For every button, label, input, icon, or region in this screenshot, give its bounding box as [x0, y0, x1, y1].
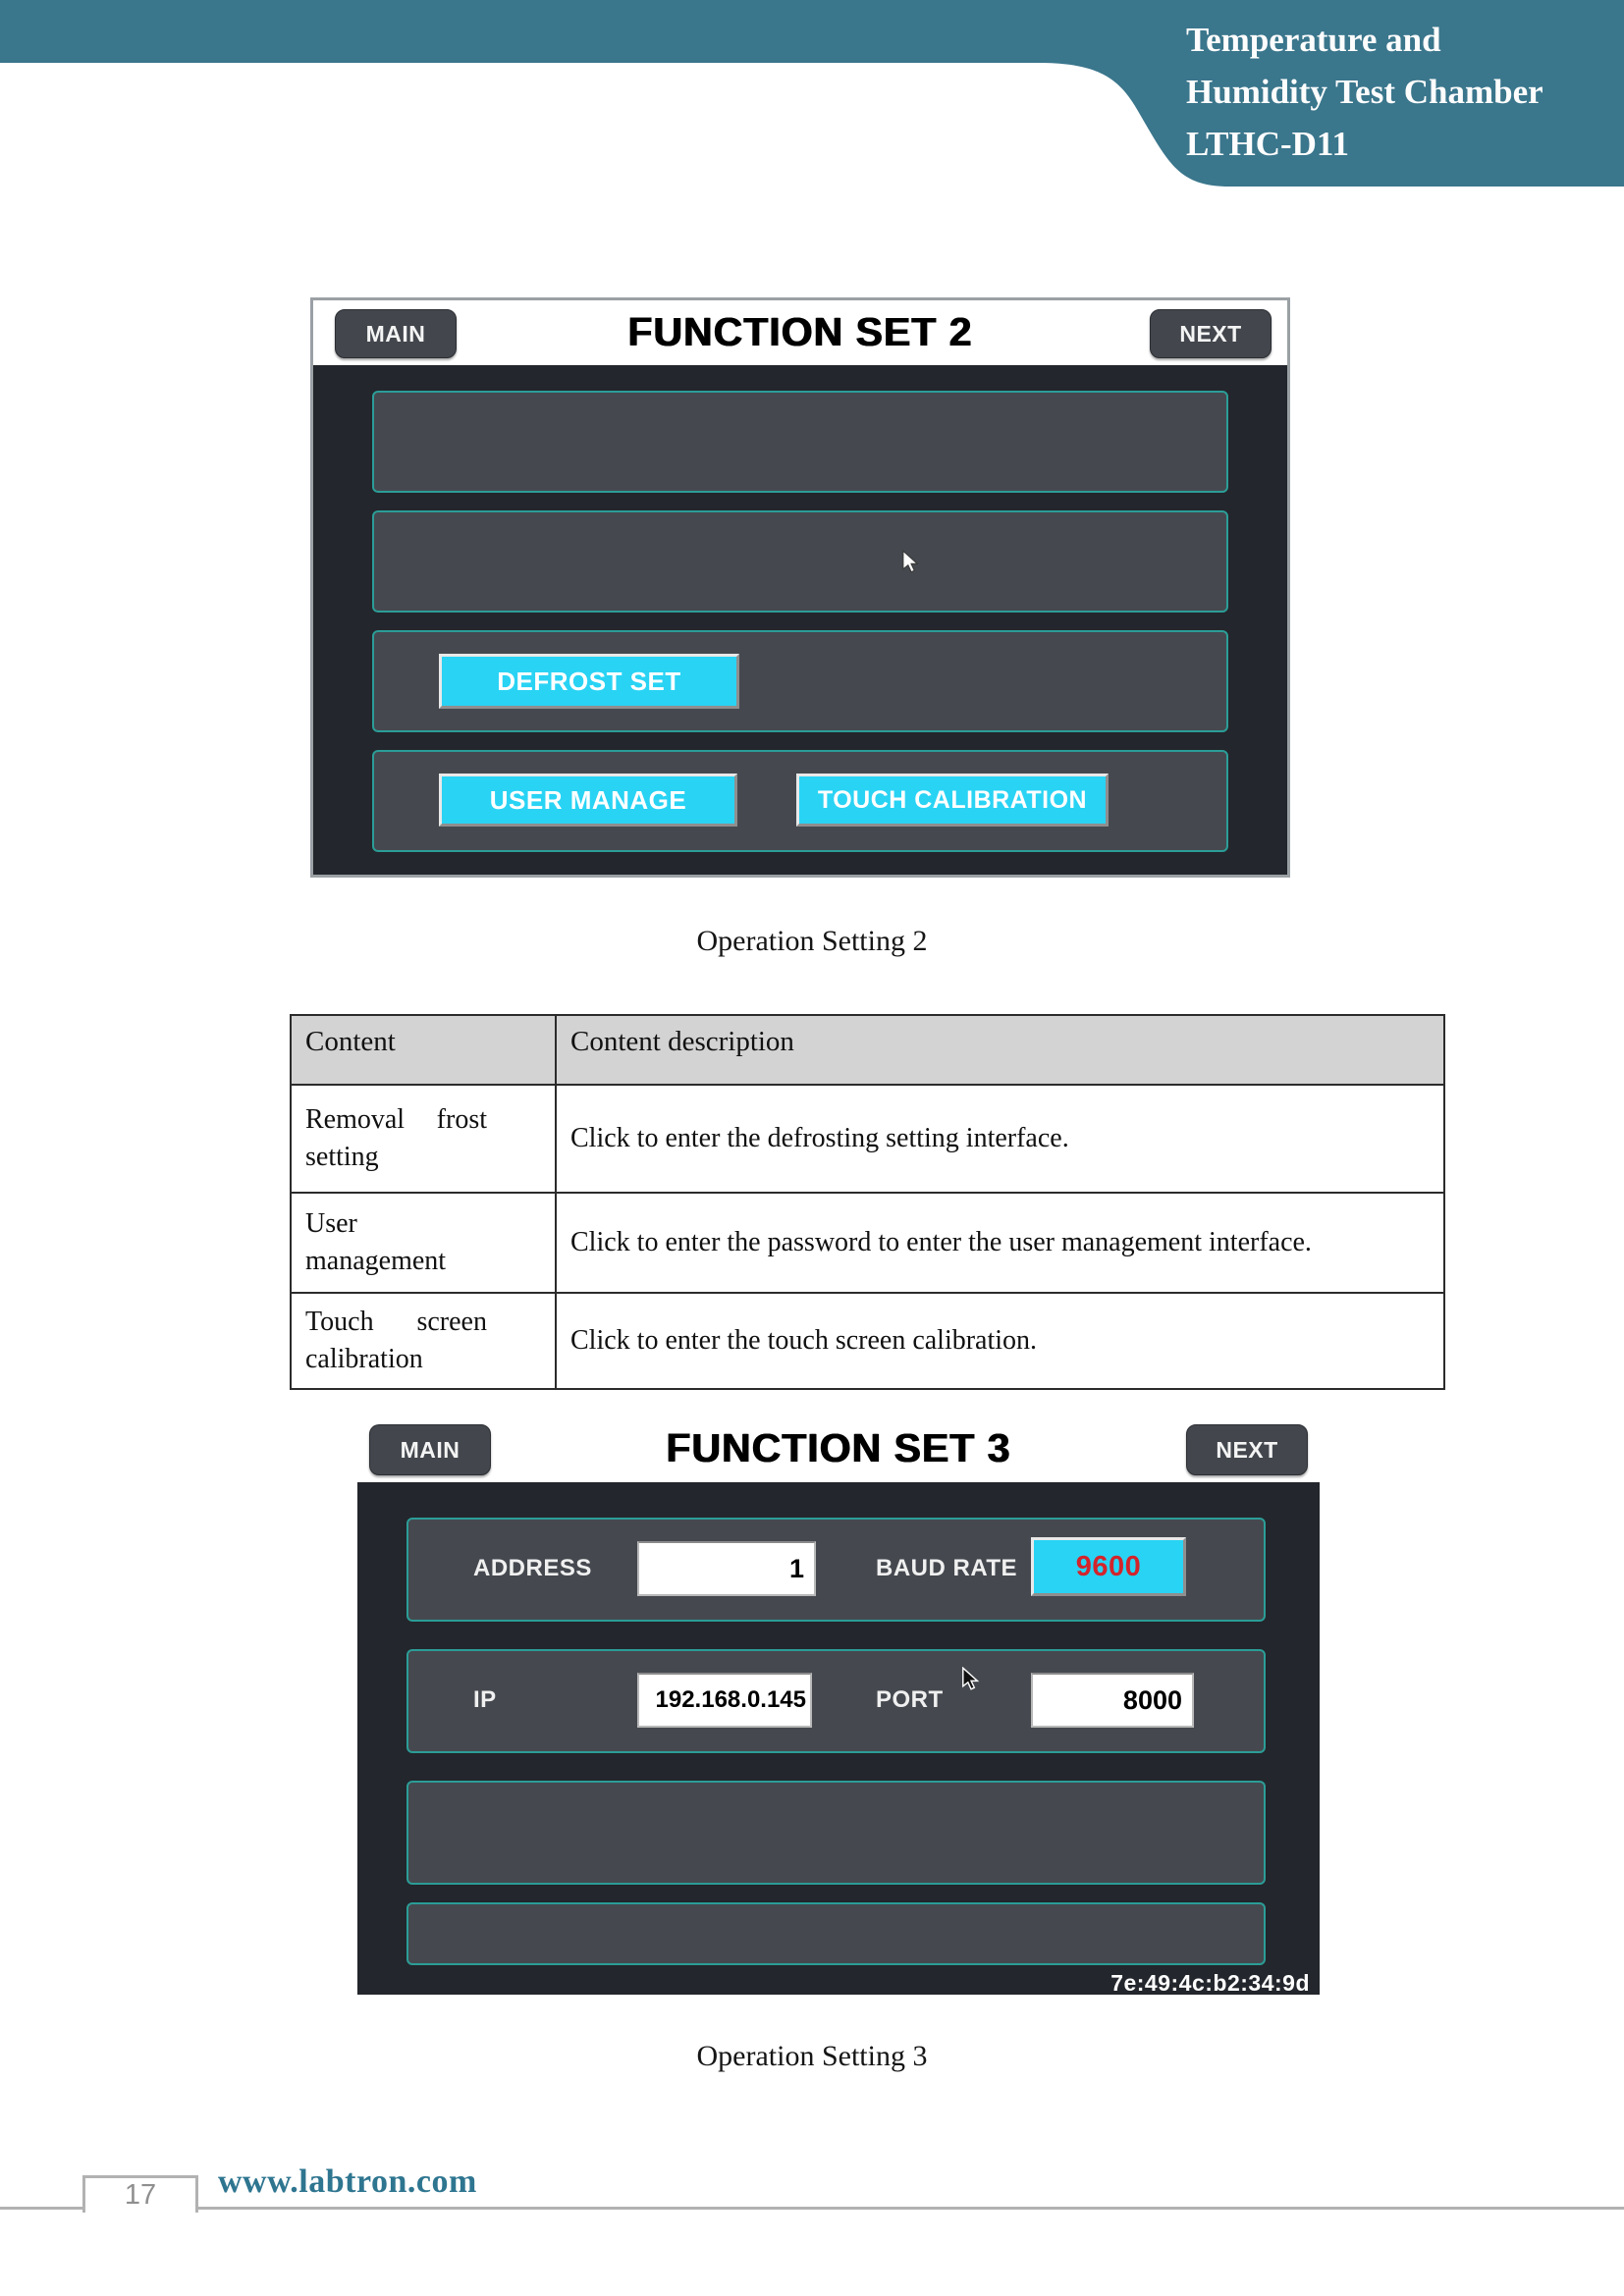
address-input[interactable]: 1 [637, 1541, 816, 1596]
mouse-pointer-icon [960, 1667, 980, 1690]
table-cell-content: User management [305, 1208, 447, 1276]
user-touch-row [372, 750, 1228, 852]
table-row [291, 1193, 1444, 1293]
port-input[interactable]: 8000 [1031, 1673, 1194, 1728]
table-cell-description: Click to enter the touch screen calibration. [570, 1324, 1038, 1356]
ip-port-row [406, 1649, 1266, 1753]
table-row [291, 1085, 1444, 1193]
table-cell-description: Click to enter the password to enter the user management interface. [570, 1226, 1312, 1257]
function-set-3-header [357, 1415, 1320, 1482]
table-header-content: Content [291, 1015, 556, 1085]
function-set-3-screenshot [357, 1415, 1320, 1995]
port-label: PORT [876, 1686, 944, 1713]
caption-operation-setting-3: Operation Setting 3 [696, 2040, 928, 2072]
empty-row-2 [372, 510, 1228, 613]
function-set-2-screenshot [310, 297, 1290, 878]
touch-calibration-button[interactable]: TOUCH CALIBRATION [796, 774, 1109, 827]
empty-row-3 [406, 1781, 1266, 1885]
content-description-table [290, 1014, 1445, 1390]
main-button[interactable]: MAIN [369, 1424, 491, 1475]
document-title-line1: Temperature and [1186, 21, 1441, 59]
mac-address-label: 7e:49:4c:b2:34:9d [1110, 1970, 1310, 1996]
ip-input[interactable]: 192.168.0.145 [637, 1673, 812, 1728]
empty-row-4 [406, 1902, 1266, 1965]
document-title [1186, 14, 1618, 170]
user-manage-button[interactable]: USER MANAGE [439, 774, 737, 827]
baud-rate-button[interactable]: 9600 [1031, 1537, 1186, 1596]
next-button[interactable]: NEXT [1186, 1424, 1308, 1475]
defrost-row [372, 630, 1228, 732]
footer-rule-left [0, 2207, 82, 2210]
defrost-set-button[interactable]: DEFROST SET [439, 654, 739, 709]
document-title-line3: LTHC-D11 [1186, 125, 1349, 163]
address-baud-row [406, 1518, 1266, 1622]
baud-rate-label: BAUD RATE [876, 1555, 1018, 1581]
website-link[interactable]: www.labtron.com [218, 2163, 477, 2200]
function-set-2-header [313, 300, 1287, 365]
ip-label: IP [473, 1686, 497, 1713]
address-label: ADDRESS [473, 1555, 592, 1581]
mouse-pointer-icon [900, 550, 920, 573]
table-cell-description: Click to enter the defrosting setting interface. [570, 1122, 1069, 1153]
page-number: 17 [82, 2175, 198, 2213]
empty-row-1 [372, 391, 1228, 493]
function-set-2-title: FUNCTION SET 2 [627, 309, 973, 354]
document-title-line2: Humidity Test Chamber [1186, 73, 1543, 111]
main-button[interactable]: MAIN [335, 309, 457, 358]
footer-rule-right [192, 2207, 1624, 2210]
table-header-row [291, 1015, 1444, 1085]
function-set-3-title: FUNCTION SET 3 [666, 1425, 1011, 1470]
table-cell-content: Removal frost setting [305, 1104, 487, 1172]
function-set-2-body [313, 365, 1287, 875]
table-row [291, 1293, 1444, 1389]
table-header-description: Content description [556, 1015, 1444, 1085]
caption-operation-setting-2: Operation Setting 2 [696, 925, 928, 957]
function-set-3-body [357, 1482, 1320, 1995]
table-cell-content: Touch screen calibration [305, 1307, 487, 1374]
next-button[interactable]: NEXT [1150, 309, 1272, 358]
